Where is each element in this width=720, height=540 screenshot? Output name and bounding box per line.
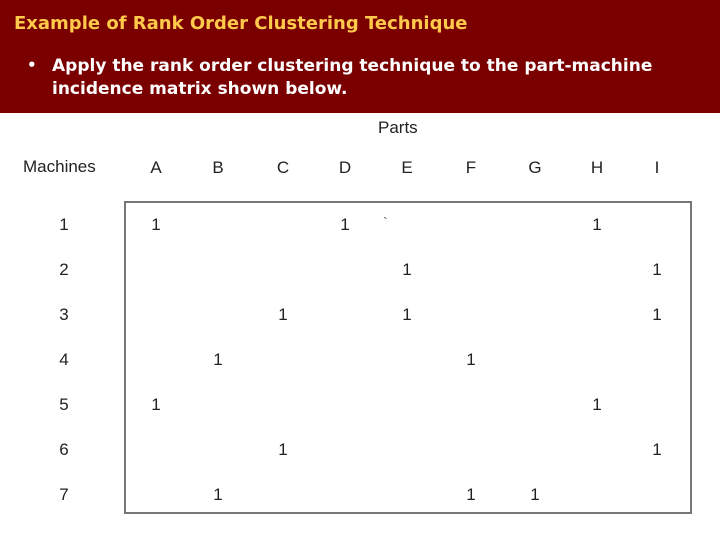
row-header-machine-1: 1 xyxy=(59,215,69,234)
matrix-cell: 1 xyxy=(652,305,662,324)
matrix-cell: 1 xyxy=(278,305,288,324)
matrix-cell: 1 xyxy=(466,485,476,504)
matrix-cell: 1 xyxy=(592,215,602,234)
matrix-cell: 1 xyxy=(213,485,223,504)
column-header-g: G xyxy=(528,158,542,177)
row-header-machine-3: 3 xyxy=(59,305,69,324)
matrix-cell: 1 xyxy=(466,350,476,369)
matrix-cell: 1 xyxy=(151,215,161,234)
column-header-d: D xyxy=(338,158,352,177)
matrix-cell: 1 xyxy=(592,395,602,414)
column-header-c: C xyxy=(276,158,290,177)
matrix-cell: 1 xyxy=(213,350,223,369)
column-header-e: E xyxy=(401,158,413,177)
bullet-text: Apply the rank order clustering technique to the part-machine incidence matrix shown below. xyxy=(52,56,653,99)
column-header-i: I xyxy=(654,158,660,177)
row-header-machine-6: 6 xyxy=(59,440,69,459)
row-header-machine-4: 4 xyxy=(59,350,69,369)
stray-mark: ` xyxy=(383,214,388,230)
column-header-f: F xyxy=(465,158,477,177)
matrix-cell: 1 xyxy=(652,440,662,459)
matrix-cell: 1 xyxy=(652,260,662,279)
matrix-cell: 1 xyxy=(402,305,412,324)
parts-label: Parts xyxy=(378,118,418,137)
matrix-cell: 1 xyxy=(530,485,540,504)
matrix-cell: 1 xyxy=(151,395,161,414)
column-header-b: B xyxy=(212,158,224,177)
column-header-h: H xyxy=(590,158,604,177)
slide-header xyxy=(0,0,720,113)
matrix-cell: 1 xyxy=(340,215,350,234)
row-header-machine-7: 7 xyxy=(59,485,69,504)
row-header-machine-2: 2 xyxy=(59,260,69,279)
matrix-cell: 1 xyxy=(402,260,412,279)
machines-label: Machines xyxy=(23,157,96,176)
row-header-machine-5: 5 xyxy=(59,395,69,414)
bullet-marker: • xyxy=(27,56,37,74)
matrix-cell: 1 xyxy=(278,440,288,459)
slide-title: Example of Rank Order Clustering Technique xyxy=(14,13,468,34)
column-header-a: A xyxy=(150,158,162,177)
